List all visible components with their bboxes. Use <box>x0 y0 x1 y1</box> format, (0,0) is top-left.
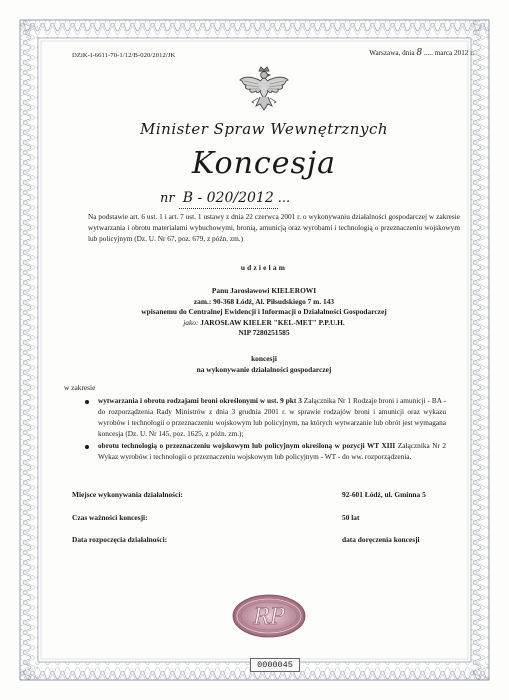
svg-text:RP: RP <box>253 605 285 630</box>
detail-label: Data rozpoczęcia działalności: <box>72 535 168 544</box>
scope-intro: w zakresie <box>64 383 96 392</box>
detail-value: data doręczenia koncesji <box>342 535 420 544</box>
licence-type <box>64 354 464 375</box>
bullet-icon <box>85 400 89 404</box>
detail-label: Miejsce wykonywania działalności: <box>72 490 183 499</box>
scope-item-text: Załącznika Nr 1 Rodzaje broni i amunicji - BA - do rozporządzenia Rady Ministrów z dnia 3 grudnia 2001 r. w sprawie rodzajów broni i amunicji oraz wykazu wyrobów i technologii o przeznaczeniu wojskowym lub policyjnym, na których wytwarzanie lub obrót jest wymagana koncesja (Dz. U. Nr 145, poz. 1625, z późn. zm.); <box>98 396 446 438</box>
reference-number: DZiK-I-6611-70-1/12/B-020/2012/JK <box>72 52 176 59</box>
grantee-address: zam.: 90-368 Łódź, Al. Piłsudskiego 7 m. 143 <box>193 296 335 306</box>
business-name: JAROSŁAW KIELER "KEL-MET" P.P.U.H. <box>198 317 345 327</box>
detail-value: 50 lat <box>342 513 360 522</box>
scope-item <box>84 441 446 463</box>
serial-number: 0000045 <box>250 658 300 672</box>
date-suffix: ..... marca 2012 r. <box>423 49 474 57</box>
date-day: 8 <box>416 48 423 58</box>
grantee-name: Panu Jarosławowi KIELEROWI <box>211 286 317 295</box>
date-prefix: Warszawa, dnia <box>369 49 415 57</box>
rp-seal-emblem <box>232 594 306 638</box>
grant-statement: udzielam <box>240 263 288 272</box>
issuer-title: Minister Spraw Wewnętrznych <box>140 120 388 138</box>
detail-value: 92-601 Łódź, ul. Gminna 5 <box>342 490 426 499</box>
nr-dots: ... <box>277 191 291 206</box>
licence-purpose: na wykonywanie działalności gospodarczej <box>196 364 332 374</box>
grantee-business-name <box>64 318 464 329</box>
licence-number-line <box>160 190 380 206</box>
scope-item-text: Załącznika Nr 2 Wykaz wyrobów i technologii o przeznaczeniu wojskowym lub policyjnym - WT - do ww. rozporządzenia. <box>98 440 446 461</box>
grantee-nip: NIP 7280251585 <box>238 328 290 337</box>
licence-number: B - 020/2012 <box>179 190 278 209</box>
document-title: Koncesja <box>191 146 337 181</box>
grantee-block <box>64 286 464 339</box>
detail-label: Czas ważności koncesji: <box>72 513 148 522</box>
licence-word: koncesji <box>251 354 277 363</box>
nr-label: nr <box>160 191 175 206</box>
business-name-prefix: jako: <box>183 317 199 327</box>
legal-basis-paragraph: Na podstawie art. 6 ust. 1 i art. 7 ust. 1 ustawy z dnia 22 czerwca 2001 r. o wykonywaniu działalności gospodarczej w zakresie wytwarzania i obrotu materiałami wybuchowymi, bronią, amunicją oraz wyrobami i technologią o przeznaczeniu wojskowym lub policyjnym (Dz. U. Nr 67, poz. 679, z późn. zm.) <box>88 212 460 243</box>
issue-date <box>369 48 474 58</box>
scope-item-bold: obrotu technologią o przeznaczeniu wojskowym lub policyjnym określoną w pozycji WT XIII <box>98 440 396 450</box>
scope-item-bold: wytwarzania i obrotu rodzajami broni określonymi w ust. 9 pkt 3 <box>98 396 302 405</box>
scope-list <box>84 396 446 463</box>
scope-item <box>84 396 446 440</box>
grantee-registry: wpisanemu do Centralnej Ewidencji i Informacji o Działalności Gospodarczej <box>141 307 387 316</box>
polish-eagle-emblem <box>236 62 292 118</box>
bullet-icon <box>85 445 89 449</box>
